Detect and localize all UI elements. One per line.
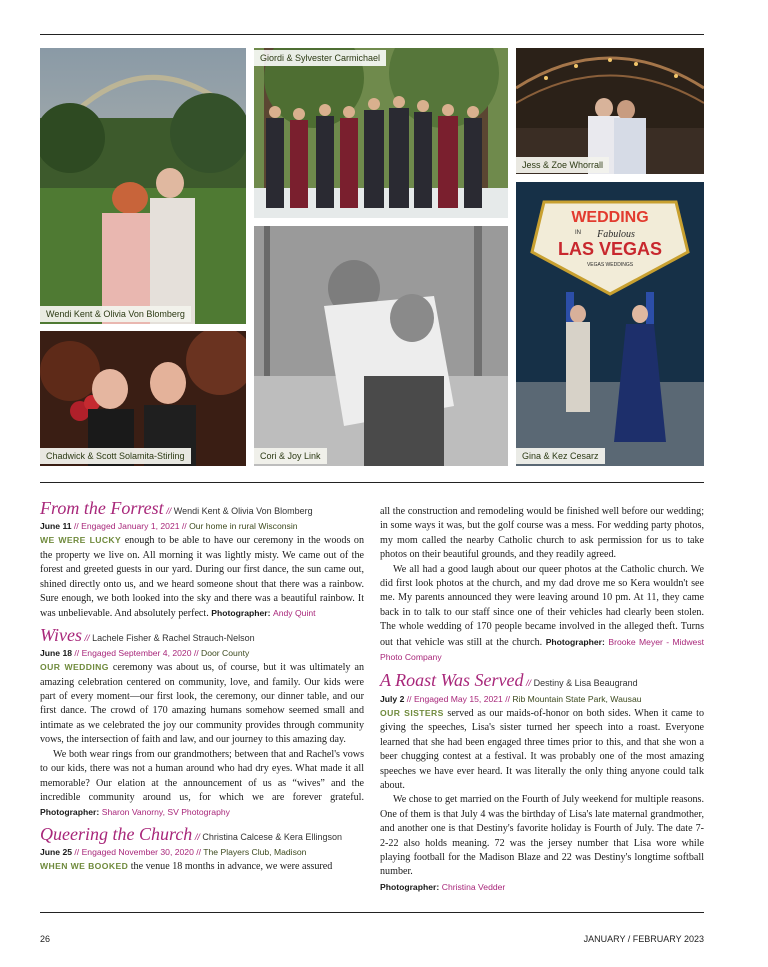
story-church-byline: Christina Calcese & Kera Ellingson [202, 831, 342, 842]
sign-fabulous-text: Fabulous [597, 229, 635, 240]
photo-cori-joy [254, 226, 508, 466]
caption-giordi-sylvester: Giordi & Sylvester Carmichael [254, 50, 386, 66]
story-church-meta: June 25 // Engaged November 30, 2020 // The Players Club, Madison [40, 847, 307, 858]
story-church-body-cont: all the construction and remodeling would be finished well before our wedding; in some ways it was, but the golf course was a mess. For wedding party photos, my mom called the nearby Catholic church to ask permission for us to take photos on their beautiful grounds, and they readily agreed. [380, 506, 704, 561]
story-wives-headline: Wives [40, 624, 82, 645]
caption-wendi-olivia: Wendi Kent & Olivia Von Blomberg [40, 306, 191, 322]
photo-jess-zoe [516, 48, 704, 174]
story-forrest-heading: From the Forrest // Wendi Kent & Olivia Von Blomberg [40, 498, 313, 518]
middle-rule [40, 482, 704, 483]
sign-in-text: IN [575, 230, 581, 236]
story-forrest-byline: Wendi Kent & Olivia Von Blomberg [173, 506, 313, 516]
sign-wedding-text: WEDDING [571, 209, 649, 226]
story-roast-body-2: We chose to get married on the Fourth of July weekend for multiple reasons. One of them is that July 4 was the birthday of Lisa's late maternal grandmother, and another one is that Destiny's favorite holiday is Fourth of July. The date 7-2-22 also holds meaning. 72 was the jersey number that Lisa wore while playing football for the Madison Blaze and 22 was Destiny's longtime softball number. [380, 794, 704, 878]
page-number: 26 [40, 934, 51, 944]
story-forrest-headline: From the Forrest [40, 498, 164, 518]
story-forrest-body: WE WERE LUCKY enough to be able to have our ceremony in the woods on the property we live on. All morning it was lightly misty. We came out of the forest and greeted guests in our yard. During our first dance, the sun came out, shined directly onto us, and we heard someone shout that there was a rainbow. Sure enough, we both looked into the sky and there was a beautiful rainbow. It was unbelievable. And absolutely perfect. Photographer: Andy Quint [40, 535, 365, 620]
top-rule [40, 34, 704, 35]
sign-sub-text: VEGAS WEDDINGS [586, 262, 634, 268]
story-roast-heading: A Roast Was Served // Destiny & Lisa Beaugrand [380, 670, 638, 691]
story-wives-byline: Lachele Fisher & Rachel Strauch-Nelson [92, 632, 255, 643]
left-column [40, 497, 364, 875]
photo-gina-kez [516, 182, 704, 466]
story-church-heading: Queering the Church // Christina Calcese & Kera Ellingson [40, 823, 342, 844]
caption-chadwick-scott: Chadwick & Scott Solamita-Stirling [40, 448, 191, 464]
story-wives-body: OUR WEDDING ceremony was about us, of course, but it was ultimately an amazing celebration centered on community, love, and family. Our kids were part of every moment—our first look, the ceremony, our dinner table, and our first dance. The crowd of 170 amazing humans somehow seemed small and intimate as we celebrated the joy our community provides through community vows, the intersection of faith and law, and our journey to this amazing day. [40, 662, 364, 746]
caption-gina-kez: Gina & Kez Cesarz [516, 448, 605, 464]
story-church-body-2: We all had a good laugh about our queer photos at the Catholic church. We did first look photos at the church, and my dad drove me so Kera wouldn't see me. My parents announced they were leaving around 10 pm. At 11, they came back in to talk to our staff since one of their vehicles had clearly been stolen. The whole wedding of 170 people became involved in the alleged theft. Turns out that vehicle was still at the church. Photographer: Brooke Meyer - Midwest Photo Company [380, 563, 704, 663]
photo-giordi-sylvester [254, 48, 508, 218]
story-church-body: WHEN WE BOOKED the venue 18 months in advance, we were assured [40, 861, 333, 873]
photo-wendi-olivia [40, 48, 246, 324]
bottom-rule [40, 912, 704, 913]
sign-las-vegas-text: LAS VEGAS [557, 239, 663, 259]
story-roast-byline: Destiny & Lisa Beaugrand [533, 678, 638, 689]
story-wives-body-2: We both wear rings from our grandmothers; between that and Rachel's vows to our kids, there was not a human around who had dry eyes. What made it all memorable? Our elation at the announcement of us as “wives” and the incredible community around us, for which we are forever grateful. Photographer: Sharon Vanorny, SV Photography [40, 748, 364, 818]
story-roast-photographer: Photographer: Christina Vedder [380, 881, 506, 892]
caption-cori-joy: Cori & Joy Link [254, 448, 327, 464]
story-forrest-meta: June 11 // Engaged January 1, 2021 // Our home in rural Wisconsin [40, 521, 298, 532]
photo-chadwick-scott [40, 331, 246, 466]
story-wives-meta: June 18 // Engaged September 4, 2020 // Door County [40, 648, 250, 659]
story-roast-body: OUR SISTERS served as our maids-of-honor on both sides. When it came to giving the speeches, Lisa's sister turned her speech into a roast. Everyone learned that she had been engaged three times prior to this, and that she won a beer chugging contest at a festival. It was probably one of the most amazing speeches we have ever heard. It was literally the only thing anyone could talk about. [380, 707, 705, 791]
right-column [380, 505, 704, 895]
issue-date: JANUARY / FEBRUARY 2023 [583, 934, 704, 944]
story-roast-headline: A Roast Was Served [380, 670, 524, 691]
story-roast-meta: July 2 // Engaged May 15, 2021 // Rib Mountain State Park, Wausau [380, 693, 642, 704]
story-church-headline: Queering the Church [40, 823, 193, 844]
story-wives-heading: Wives // Lachele Fisher & Rachel Strauch-Nelson [40, 624, 255, 645]
caption-jess-zoe: Jess & Zoe Whorrall [516, 157, 609, 173]
